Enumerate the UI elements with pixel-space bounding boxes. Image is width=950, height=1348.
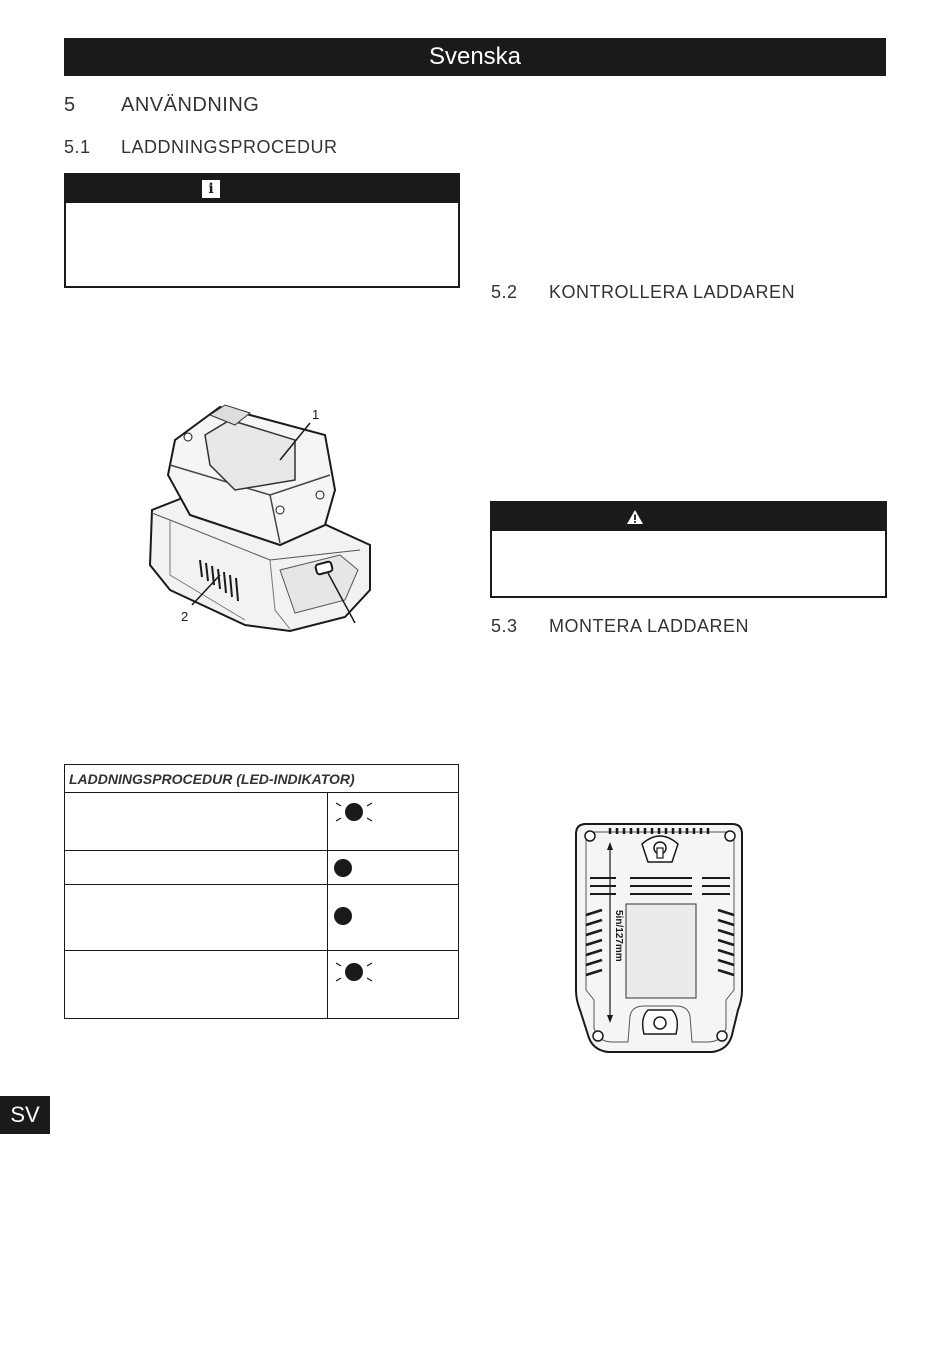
label-plate — [626, 904, 696, 998]
table-row — [65, 851, 459, 885]
led-solid-icon — [333, 906, 353, 926]
section-number: 5.3 — [491, 616, 518, 636]
section-5-2-heading — [491, 282, 871, 306]
table-cell-description — [65, 793, 328, 851]
table-cell-indicator — [328, 885, 459, 951]
warning-triangle-icon — [626, 508, 644, 526]
table-cell-description — [65, 885, 328, 951]
table-row — [65, 793, 459, 851]
side-tab-label: SV — [10, 1102, 40, 1127]
dimension-label: 5in/127mm — [613, 910, 624, 962]
section-number: 5.1 — [64, 137, 91, 157]
section-5-heading — [64, 94, 364, 120]
language-side-tab — [0, 1096, 50, 1134]
section-title: ANVÄNDNING — [121, 94, 260, 116]
table-row — [65, 885, 459, 951]
led-table-header: LADDNINGSPROCEDUR (LED-INDIKATOR) — [65, 765, 459, 793]
section-title: KONTROLLERA LADDAREN — [549, 282, 796, 302]
language-banner — [64, 38, 886, 76]
info-icon: i — [202, 180, 220, 198]
table-cell-indicator — [328, 793, 459, 851]
table-cell-indicator — [328, 951, 459, 1019]
section-number: 5.2 — [491, 282, 518, 302]
led-blinking-icon — [332, 797, 376, 827]
vent-slots — [610, 828, 708, 834]
table-cell-indicator — [328, 851, 459, 885]
section-5-3-heading — [491, 616, 871, 640]
led-solid-icon — [333, 858, 353, 878]
warning-notice-box — [490, 501, 887, 598]
led-indicator-table — [64, 764, 459, 1019]
section-5-1-heading — [64, 137, 384, 161]
table-cell-description — [65, 951, 328, 1019]
section-title: LADDNINGSPROCEDUR — [121, 137, 338, 157]
table-cell-description — [65, 851, 328, 885]
led-blinking-icon — [332, 957, 376, 987]
notice-header-bar — [492, 503, 885, 531]
charger-mounting-figure — [572, 820, 748, 1060]
figure-callout-1: 1 — [312, 407, 320, 422]
info-notice-box — [64, 173, 460, 288]
section-number: 5 — [64, 94, 76, 116]
charger-with-battery-figure — [130, 395, 380, 635]
banner-language: Svenska — [428, 43, 522, 70]
figure-callout-2: 2 — [181, 609, 189, 624]
notice-header-bar — [66, 175, 458, 203]
table-row — [65, 951, 459, 1019]
section-title: MONTERA LADDAREN — [549, 616, 750, 636]
